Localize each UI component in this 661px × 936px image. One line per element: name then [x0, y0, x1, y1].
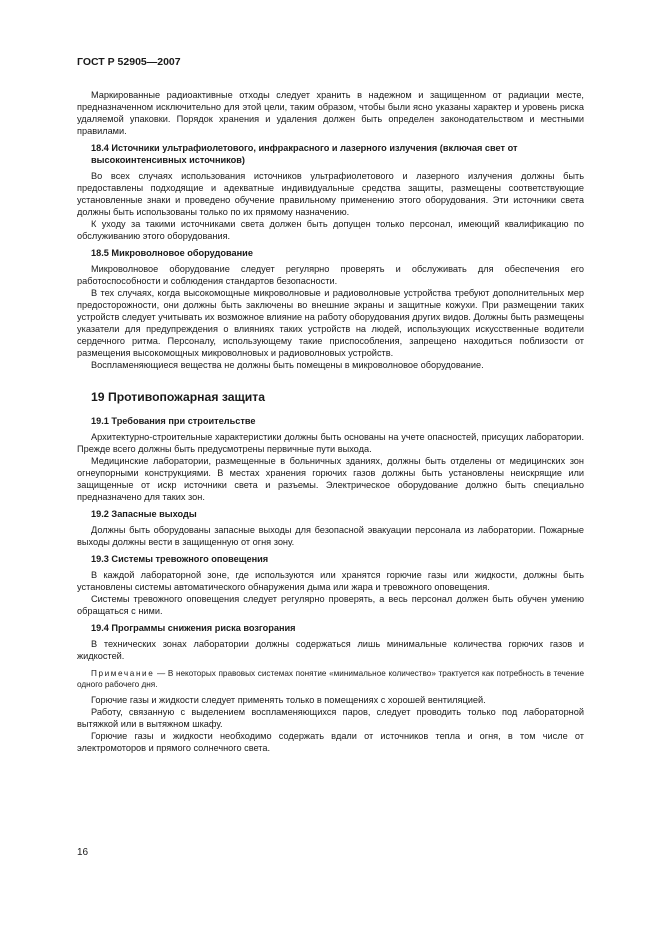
- section-19-title: 19 Противопожарная защита: [91, 390, 266, 404]
- heading-18-5: 18.5 Микроволновое оборудование: [91, 248, 253, 258]
- heading-19-1: 19.1 Требования при строительстве: [91, 416, 256, 426]
- paragraph: К уходу за такими источниками света должен быть допущен только персонал, имеющий квалификацию по обслуживанию этого оборудования.: [77, 219, 584, 241]
- paragraph: В каждой лабораторной зоне, где используются или хранятся горючие газы или жидкости, должны быть установлены системы автоматического обнаружения дыма или жара и тревожного оповещения.: [77, 570, 584, 592]
- paragraph: В тех случаях, когда высокомощные микроволновые и радиоволновые устройства требуют дополнительных мер предосторожности, они должны быть заключены во внешние экраны и защитные кожухи. При размещении таких устройств следует учитывать их возможное влияние на работу оборудования других видов. Должны быть размещены указатели для предупреждения о влияниях таких устройств на людей, использующих искусственные водители сердечного ритма. Персоналу, использующему такие приспособления, запрещено находиться поблизости от размещения высокомощных микроволновых и радиоволновых устройств.: [77, 288, 584, 358]
- document-page: [77, 56, 584, 754]
- note-text: — В некоторых правовых системах понятие «минимальное количество» трактуется как потребность в течение одного рабочего дня.: [77, 669, 584, 689]
- note-label: Примечание: [91, 669, 155, 678]
- heading-19-3: 19.3 Системы тревожного оповещения: [91, 554, 269, 564]
- paragraph: Во всех случаях использования источников ультрафиолетового и лазерного излучения должны быть предоставлены подходящие и адекватные индивидуальные средства защиты, размещены соответствующие установленные знаки и проведено обучение правильному применению этого оборудования. Эти источники света должны быть использованы только по их прямому назначению.: [77, 171, 584, 217]
- paragraph-radioactive-waste: Маркированные радиоактивные отходы следует хранить в надежном и защищенном от радиации месте, предназначенном исключительно для этой цели, таким образом, чтобы были ясно указаны характер и уровень риска удаляемой упаковки. Порядок хранения и удаления должен быть определен законодательством и местными правилами.: [77, 90, 584, 136]
- paragraph: Работу, связанную с выделением воспламеняющихся паров, следует проводить только под лабораторной вытяжкой или в вытяжном шкафу.: [77, 707, 584, 729]
- paragraph: В технических зонах лаборатории должны содержаться лишь минимальные количества горючих газов и жидкостей.: [77, 639, 584, 661]
- paragraph: Системы тревожного оповещения следует регулярно проверять, а весь персонал должен быть обучен умению обращаться с ними.: [77, 594, 584, 616]
- paragraph: Микроволновое оборудование следует регулярно проверять и обслуживать для обеспечения его работоспособности и соблюдения стандартов безопасности.: [77, 264, 584, 286]
- paragraph: Горючие газы и жидкости необходимо содержать вдали от источников тепла и огня, в том числе от электромоторов и прямого солнечного света.: [77, 731, 584, 753]
- paragraph: Медицинские лаборатории, размещенные в больничных зданиях, должны быть отделены от медицинских зон огнеупорными конструкциями. В местах хранения горючих газов должны быть установлены неискрящие или защищенные от искр источники света и разъемы. Электрическое оборудование должно быть специально предназначено для таких зон.: [77, 456, 584, 502]
- standard-header: ГОСТ Р 52905—2007: [77, 56, 181, 68]
- heading-19-4: 19.4 Программы снижения риска возгорания: [91, 623, 296, 633]
- paragraph: Должны быть оборудованы запасные выходы для безопасной эвакуации персонала из лаборатории. Пожарные выходы должны вести в защищенную от огня зону.: [77, 525, 584, 547]
- note: [77, 668, 584, 690]
- heading-19-2: 19.2 Запасные выходы: [91, 509, 197, 519]
- paragraph: Воспламеняющиеся вещества не должны быть помещены в микроволновое оборудование.: [91, 360, 484, 370]
- page-number: 16: [77, 847, 89, 858]
- heading-18-4: 18.4 Источники ультрафиолетового, инфракрасного и лазерного излучения (включая свет от высокоинтенсивных источников): [91, 143, 518, 165]
- paragraph: Горючие газы и жидкости следует применять только в помещениях с хорошей вентиляцией.: [91, 695, 486, 705]
- paragraph: Архитектурно-строительные характеристики должны быть основаны на учете опасностей, присущих лаборатории. Прежде всего должны быть предусмотрены первичные пути выхода.: [77, 432, 584, 454]
